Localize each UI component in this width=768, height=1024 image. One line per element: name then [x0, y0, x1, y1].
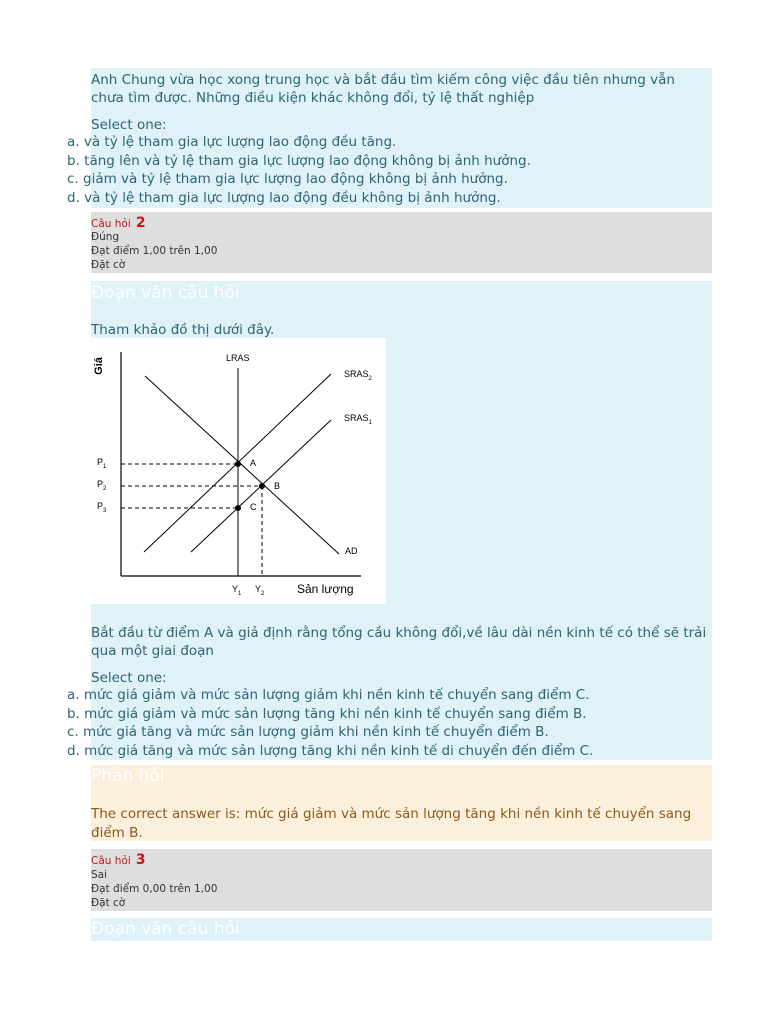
feedback-header: Phản hồi: [91, 766, 165, 786]
question-score: Đạt điểm 1,00 trên 1,00: [91, 245, 218, 257]
p2-label: $P_2$: [97, 479, 107, 492]
option-c[interactable]: c. giảm và tỷ lệ tham gia lực lượng lao động không bị ảnh hưởng.: [67, 171, 508, 187]
flag-question-link[interactable]: Đặt cờ: [91, 897, 126, 909]
question-text-header: Đoạn văn câu hỏi: [91, 919, 240, 939]
question-2-intro: Tham khảo đồ thị dưới đây.: [91, 322, 275, 338]
ad-line: [145, 376, 339, 554]
ad-label: AD: [345, 546, 358, 556]
y1-label: $Y_1$: [232, 584, 242, 597]
option-a[interactable]: a. mức giá giảm và mức sản lượng giảm khi nền kinh tế chuyển sang điểm C.: [67, 687, 590, 703]
option-c[interactable]: c. mức giá tăng và mức sản lượng giảm khi nền kinh tế chuyển điểm B.: [67, 724, 549, 740]
option-d[interactable]: d. mức giá tăng và mức sản lượng tăng khi nền kinh tế di chuyển đến điểm C.: [67, 742, 594, 759]
option-a[interactable]: a. và tỷ lệ tham gia lực lượng lao động đều tăng.: [67, 134, 397, 150]
question-status: Đúng: [91, 231, 120, 243]
p1-label: $P_1$: [97, 457, 107, 470]
question-2-info: [91, 212, 712, 273]
point-a-label: A: [250, 458, 257, 468]
sras1-label: $SRAS_1$: [344, 413, 372, 426]
question-text-header: Đoạn văn câu hỏi: [91, 283, 240, 303]
question-3-info: [91, 849, 712, 911]
lras-label: LRAS: [226, 353, 250, 363]
question-score: Đạt điểm 0,00 trên 1,00: [91, 883, 218, 895]
select-one-label: Select one:: [91, 117, 167, 133]
sras2-label: $SRAS_2$: [344, 369, 372, 382]
point-b-label: B: [274, 481, 281, 491]
question-label: Câu hỏi: [91, 218, 131, 230]
option-b[interactable]: b. mức giá giảm và mức sản lượng tăng khi nền kinh tế chuyển sang điểm B.: [67, 705, 587, 722]
correct-answer-text: The correct answer is: mức giá giảm và mức sản lượng tăng khi nền kinh tế chuyển sang điểm B.: [91, 806, 692, 841]
question-2-options: [67, 686, 593, 760]
question-label: Câu hỏi: [91, 855, 131, 867]
y-axis-label: Giá: [92, 357, 105, 375]
point-c-label: C: [250, 502, 257, 512]
select-one-label: Select one:: [91, 670, 167, 686]
point-c-marker: [235, 505, 241, 511]
question-status: Sai: [91, 869, 108, 881]
question-number: 2: [135, 215, 146, 231]
aggregate-supply-demand-graph: [91, 338, 386, 604]
question-1-options: [67, 133, 531, 207]
question-number: 3: [135, 852, 146, 868]
option-b[interactable]: b. tăng lên và tỷ lệ tham gia lực lượng lao động không bị ảnh hưởng.: [67, 152, 531, 169]
y2-label: $Y_2$: [255, 584, 265, 597]
option-d[interactable]: d. và tỷ lệ tham gia lực lượng lao động đều không bị ảnh hưởng.: [67, 189, 501, 206]
point-a-marker: [235, 461, 241, 467]
question-1-text: Anh Chung vừa học xong trung học và bắt đầu tìm kiếm công việc đầu tiên nhưng vẫn chưa tìm được. Những điều kiện khác không đổi, tỷ lệ thất nghiệp: [91, 72, 675, 106]
p3-label: $P_3$: [97, 501, 107, 514]
point-b-marker: [259, 483, 265, 489]
x-axis-label: Sản lượng: [297, 582, 354, 596]
question-2-text: Bắt đầu từ điểm A và giả định rằng tổng cầu không đổi,về lâu dài nền kinh tế có thể sẽ trải qua một giai đoạn: [91, 625, 707, 659]
flag-question-link[interactable]: Đặt cờ: [91, 259, 126, 271]
